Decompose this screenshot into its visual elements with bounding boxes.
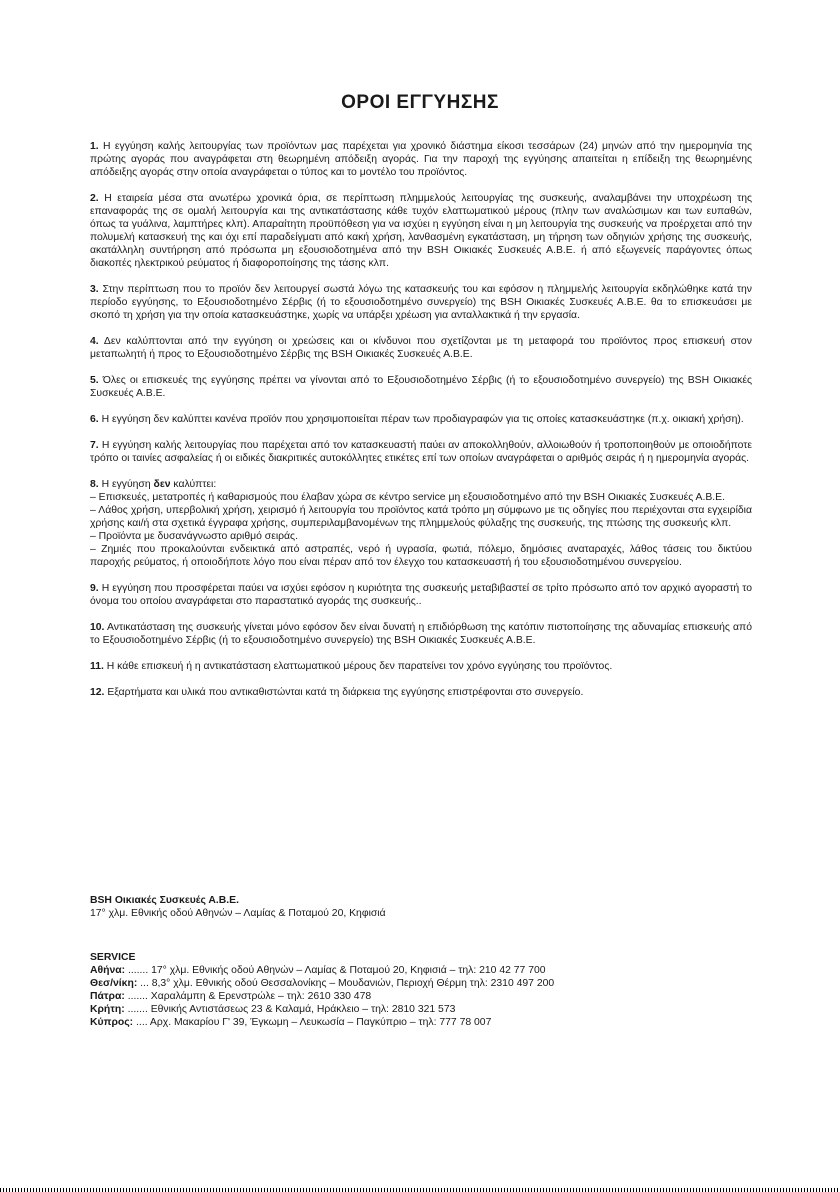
term-number: 4. — [90, 336, 99, 347]
term-number: 11. — [90, 661, 104, 672]
term-1 — [90, 140, 752, 179]
term-8 — [90, 478, 752, 569]
term-number: 7. — [90, 440, 99, 451]
company-name: BSH Οικιακές Συσκευές Α.Β.Ε. — [90, 895, 239, 906]
term-intro-post: καλύπτει: — [170, 479, 217, 490]
term-number: 5. — [90, 375, 99, 386]
service-row — [90, 964, 554, 977]
service-detail: ....... 17° χλμ. Εθνικής οδού Αθηνών – Λαμίας & Ποταμού 20, Κηφισιά – τηλ: 210 42 77 700 — [125, 965, 546, 976]
term-text: Στην περίπτωση που το προϊόν δεν λειτουργεί σωστά λόγω της κατασκευής του και εφόσον η πλημμελής λειτουργία εκδηλώθηκε κατά την περίοδο εγγύησης, το Εξουσιοδοτημένο Σέρβις (ή το εξουσιοδοτημένο συνεργείο) της BSH Οικιακές Συσκευές Α.Β.Ε. θα το επισκευάσει με σκοπό τη χρήση για την οποία κατασκευάστηκε, χωρίς να υπάρξει χρέωση για ανταλλακτικά ή την εργασία. — [90, 284, 752, 321]
term-number: 10. — [90, 622, 105, 633]
term-text: Η εγγύηση δεν καλύπτει κανένα προϊόν που χρησιμοποιείται πέραν των προδιαγραφών για τις οποίες κατασκευάστηκε (π.χ. οικιακή χρήση). — [101, 414, 744, 425]
service-city: Κύπρος: — [90, 1017, 134, 1028]
service-city: Αθήνα: — [90, 965, 126, 976]
term-text: Η εγγύηση που προσφέρεται παύει να ισχύει εφόσον η κυριότητα της συσκευής μεταβιβαστεί σε τρίτο πρόσωπο από τον αρχικό αγοραστή το όνομα του οποίου αναγράφεται στο παραστατικό αγοράς της συσκευής.. — [90, 583, 752, 607]
term-number: 9. — [90, 583, 99, 594]
exclusion-item: – Ζημιές που προκαλούνται ενδεικτικά από αστραπές, νερό ή υγρασία, φωτιά, πόλεμο, δημόσιες αναταραχές, λάθος τάσεις του δικτύου παροχής ρεύματος, ή οποιοδήποτε λόγο που είναι πέραν από τον έλεγχο του κατασκευαστή ή του εξουσιοδοτημένου συνεργείου. — [90, 544, 752, 568]
service-detail: ....... Εθνικής Αντιστάσεως 23 & Καλαμά, Ηράκλειο – τηλ: 2810 321 573 — [124, 1004, 456, 1015]
service-detail: .... Αρχ. Μακαρίου Γ' 39, Έγκωμη – Λευκωσία – Παγκύπριο – τηλ: 777 78 007 — [133, 1017, 492, 1028]
term-12 — [90, 686, 752, 699]
service-detail: ....... Χαραλάμπη & Ερενστρώλε – τηλ: 2610 330 478 — [124, 991, 372, 1002]
term-8-intro — [90, 478, 752, 491]
term-number: 8. — [90, 479, 99, 490]
exclusion-item: – Λάθος χρήση, υπερβολική χρήση, χειρισμό ή λειτουργία του προϊόντος κατά τρόπο μη σύμφωνο με τις οδηγίες που περιέχονται στα εγχειρίδια χρήσης και/ή στα σχετικά έγγραφα χρήσης, συμπεριλαμβανομένων της πλημμελούς φύλαξης της συσκευής, της πτώσης της συσκευής κλπ. — [90, 505, 752, 529]
term-text: Η εταιρεία μέσα στα ανωτέρω χρονικά όρια, σε περίπτωση πλημμελούς λειτουργίας της συσκευής, αναλαμβάνει την υποχρέωση της επαναφοράς της σε ομαλή λειτουργία και της αντικατάστασης κάθε τυχόν ελαττωματικού μέρους (πλην των αναλώσιμων και των ευπαθών, όπως τα γυάλινα, λαμπτήρες κλπ). Απαραίτητη προϋπόθεση για να ισχύει η εγγύηση είναι η μη λειτουργία της συσκευής να προέρχεται από την πολυμελή κατασκευή της και όχι επί παραδείγματι από κακή χρήση, λανθασμένη εγκατάσταση, μη τήρηση των οδηγιών χρήσης της συσκευής, ακατάλληλη συντήρηση από πρόσωπα μη εξουσιοδοτημένα από την BSH Οικιακές Συσκευές Α.Β.Ε. ή από εξωγενείς παράγοντες όπως διακοπές ηλεκτρικού ρεύματος ή διαφοροποίησης της τάσης κλπ. — [90, 193, 752, 269]
term-7 — [90, 439, 752, 465]
term-number: 3. — [90, 284, 99, 295]
page-title: ΟΡΟΙ ΕΓΓΥΗΣΗΣ — [341, 92, 499, 113]
term-text: Η εγγύηση καλής λειτουργίας των προϊόντων μας παρέχεται για χρονικό διάστημα είκοσι τεσσάρων (24) μηνών από την ημερομηνία της πρώτης αγοράς που αναγράφεται στη θεωρημένη απόδειξη αγοράς. Για την παροχή της εγγύησης απαιτείται η επίδειξη της θεωρημένης απόδειξης αγοράς στην οποία αναγράφεται ο τύπος και το μοντέλο του προϊόντος. — [90, 141, 752, 178]
term-intro-bold: δεν — [153, 479, 171, 490]
term-number: 12. — [90, 687, 105, 698]
service-city: Πάτρα: — [90, 991, 125, 1002]
service-block — [90, 951, 554, 1029]
company-address: 17° χλμ. Εθνικής οδού Αθηνών – Λαμίας & Ποταμού 20, Κηφισιά — [90, 908, 386, 919]
term-intro-pre: Η εγγύηση — [101, 479, 154, 490]
term-4 — [90, 335, 752, 361]
term-2 — [90, 192, 752, 270]
term-number: 6. — [90, 414, 99, 425]
exclusion-item: – Επισκευές, μετατροπές ή καθαρισμούς που έλαβαν χώρα σε κέντρο service μη εξουσιοδοτημένο από την BSH Οικιακές Συσκευές Α.Β.Ε. — [90, 492, 725, 503]
service-row — [90, 1016, 554, 1029]
term-text: Εξαρτήματα και υλικά που αντικαθιστώνται κατά τη διάρκεια της εγγύησης επιστρέφονται στο συνεργείο. — [107, 687, 584, 698]
term-text: Αντικατάσταση της συσκευής γίνεται μόνο εφόσον δεν είναι δυνατή η επιδιόρθωση της κατόπιν πιστοποίησης της αδυναμίας επισκευής από το Εξουσιοδοτημένο Σέρβις (ή το εξουσιοδοτημένο συνεργείο) της BSH Οικιακές Συσκευές Α.Β.Ε. — [90, 622, 752, 646]
term-11 — [90, 660, 752, 673]
term-3 — [90, 283, 752, 322]
term-5 — [90, 374, 752, 400]
service-heading: SERVICE — [90, 952, 136, 963]
term-text: Η εγγύηση καλής λειτουργίας που παρέχεται από τον κατασκευαστή παύει αν αποκολληθούν, αλλοιωθούν ή τροποποιηθούν με οποιοδήποτε τρόπο οι ταινίες ασφαλείας ή οι ειδικές διακριτικές αυτοκόλλητες ετικέτες επί των οποίων αναγράφεται ο αριθμός σειράς ή η ημερομηνία αγοράς. — [90, 440, 752, 464]
term-text: Δεν καλύπτονται από την εγγύηση οι χρεώσεις και οι κίνδυνοι που σχετίζονται με τη μεταφορά του προϊόντος προς επισκευή στον μεταπωλητή ή προς το Εξουσιοδοτημένο Σέρβις της BSH Οικιακές Συσκευές Α.Β.Ε. — [90, 336, 752, 360]
term-6 — [90, 413, 752, 426]
service-row — [90, 1003, 554, 1016]
service-city: Θεσ/νίκη: — [90, 978, 138, 989]
service-row — [90, 977, 554, 990]
term-10 — [90, 621, 752, 647]
exclusion-item: – Προϊόντα με δυσανάγνωστο αριθμό σειράς. — [90, 531, 298, 542]
term-number: 2. — [90, 193, 99, 204]
service-row — [90, 990, 554, 1003]
term-text: Όλες οι επισκευές της εγγύησης πρέπει να γίνονται από το Εξουσιοδοτημένο Σέρβις (ή το εξουσιοδοτημένο συνεργείο) της BSH Οικιακές Συσκευές Α.Β.Ε. — [90, 375, 753, 399]
page-edge-rule — [0, 1188, 840, 1192]
service-detail: ... 8,3° χλμ. Εθνικής οδού Θεσσαλονίκης – Μουδανιών, Περιοχή Θέρμη τηλ: 2310 497 200 — [137, 978, 555, 989]
service-city: Κρήτη: — [90, 1004, 125, 1015]
term-9 — [90, 582, 752, 608]
terms-list — [90, 140, 752, 712]
term-text: Η κάθε επισκευή ή η αντικατάσταση ελαττωματικού μέρους δεν παρατείνει τον χρόνο εγγύησης του προϊόντος. — [106, 661, 613, 672]
company-block — [90, 894, 386, 920]
term-number: 1. — [90, 141, 99, 152]
